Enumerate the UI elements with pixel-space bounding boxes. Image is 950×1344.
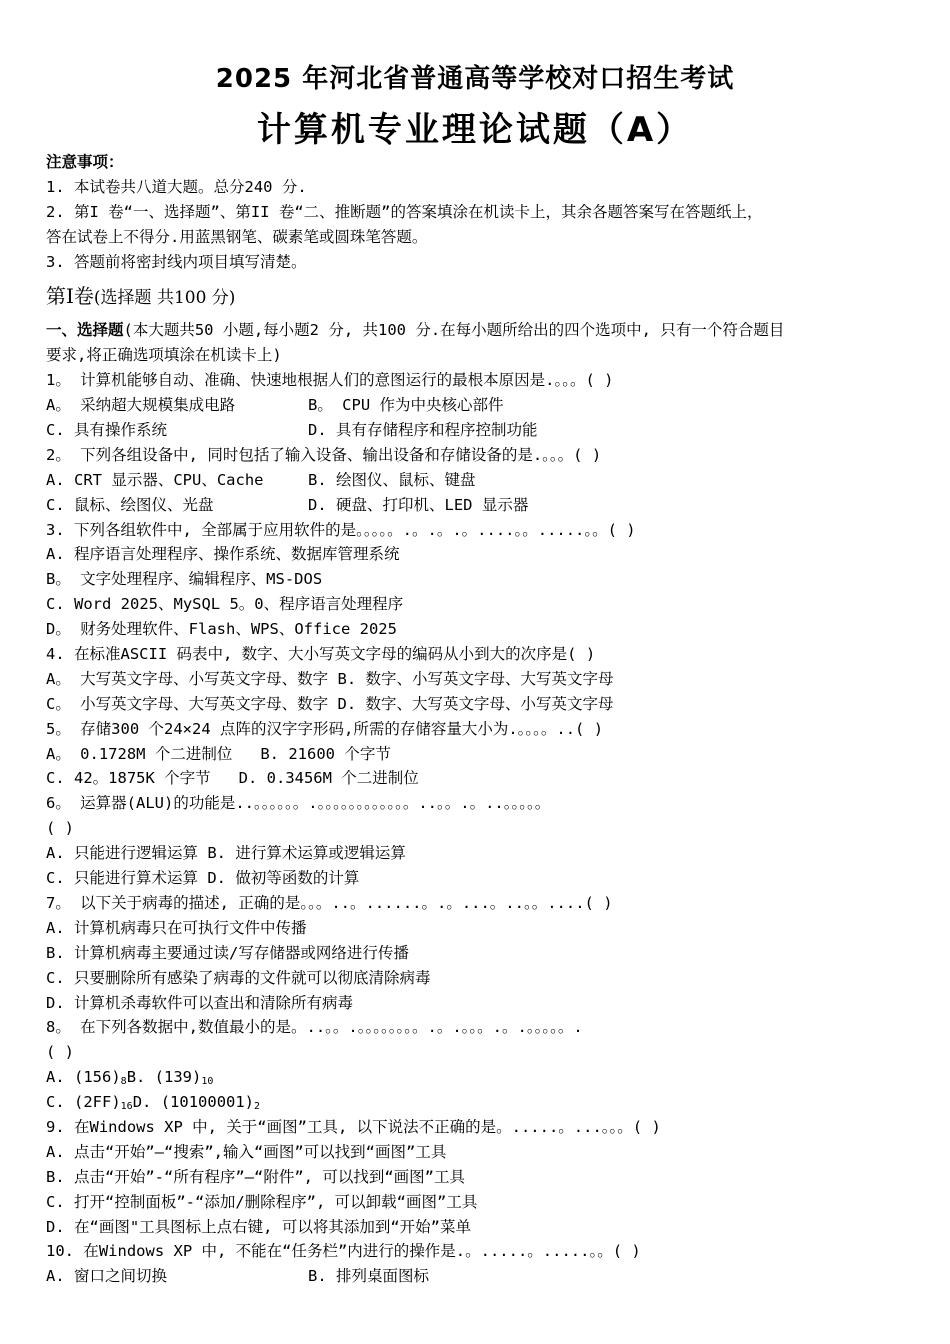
notice-item-2: 2. 第I 卷“一、选择题”、第II 卷“二、推断题”的答案填涂在机读卡上，其余各题答案写在答题纸上， bbox=[46, 202, 763, 221]
option-c: C. 具有操作系统 bbox=[46, 421, 167, 440]
option-row bbox=[46, 1065, 916, 1090]
option-d: D. 硬盘、打印机、LED 显示器 bbox=[308, 495, 529, 514]
option-d: D。 财务处理软件、Flash、WPS、Office 2025 bbox=[46, 620, 397, 639]
option-a: A. CRT 显示器、CPU、Cache bbox=[46, 470, 264, 489]
section-subtitle: (选择题 共100 分) bbox=[93, 288, 236, 309]
option-c: C. (2FF) bbox=[46, 1093, 121, 1112]
question-stem: 7。 以下关于病毒的描述, 正确的是。。。..。......。.。...。..。。....( ) bbox=[46, 893, 613, 912]
option-b: B. 点击“开始”-“所有程序”—“附件”, 可以找到“画图”工具 bbox=[46, 1167, 465, 1186]
option-b: B. (139) bbox=[126, 1068, 202, 1087]
option-d: D. (10100001) bbox=[132, 1093, 255, 1112]
section-title: 第Ⅰ卷 bbox=[46, 284, 94, 309]
option-c: C. 42。1875K 个字节 bbox=[46, 769, 211, 788]
exam-body bbox=[46, 150, 916, 1289]
option-b: B。 文字处理程序、编辑程序、MS-DOS bbox=[46, 570, 323, 589]
option-row bbox=[46, 742, 916, 767]
option-d: D. 数字、大写英文字母、小写英文字母 bbox=[337, 694, 614, 713]
option-a: A. 窗口之间切换 bbox=[46, 1267, 167, 1286]
question-stem: 8。 在下列各数据中,数值最小的是。..。。.。。。。。。。。.。.。。。.。.。。。。。. bbox=[46, 1018, 583, 1037]
option-a: A。 大写英文字母、小写英文字母、数字 bbox=[46, 669, 329, 688]
part-heading-cont: 要求,将正确选项填涂在机读卡上) bbox=[46, 346, 282, 365]
option-b: B. 绘图仪、鼠标、键盘 bbox=[308, 470, 476, 489]
question-stem: 5。 存储300 个24×24 点阵的汉字字形码,所需的存储容量大小为.。。。。..( ) bbox=[46, 719, 604, 738]
option-b: B. 数字、小写英文字母、大写英文字母 bbox=[337, 669, 614, 688]
question-stem-cont: ( ) bbox=[46, 819, 74, 838]
option-d-base: 2 bbox=[254, 1101, 261, 1113]
option-a: A. 只能进行逻辑运算 bbox=[46, 844, 198, 863]
option-c: C. 只能进行算术运算 bbox=[46, 869, 198, 888]
option-a: A. (156) bbox=[46, 1068, 121, 1087]
question-stem: 1。 计算机能够自动、准确、快速地根据人们的意图运行的最根本原因是.。。。( ) bbox=[46, 371, 614, 390]
question-stem: 9. 在Windows XP 中, 关于“画图”工具, 以下说法不正确的是。.....。...。。。( ) bbox=[46, 1117, 661, 1136]
option-row bbox=[46, 692, 916, 717]
option-d: D. 0.3456M 个二进制位 bbox=[238, 769, 419, 788]
option-c: C。 小写英文字母、大写英文字母、数字 bbox=[46, 694, 329, 713]
option-b: B。 CPU 作为中央核心部件 bbox=[308, 396, 504, 415]
part-heading-bold: 一、选择题 bbox=[46, 321, 124, 340]
part-heading bbox=[46, 318, 916, 343]
option-c: C. Word 2025、MySQL 5。0、程序语言处理程序 bbox=[46, 595, 404, 614]
option-a: A。 采纳超大规模集成电路 bbox=[46, 396, 236, 415]
question-stem: 4. 在标准ASCII 码表中, 数字、大小写英文字母的编码从小到大的次序是( ) bbox=[46, 645, 596, 664]
option-d: D. 具有存储程序和程序控制功能 bbox=[308, 421, 538, 440]
option-row bbox=[46, 393, 916, 418]
question-stem: 6。 运算器(ALU)的功能是..。。。。。。.。。。。。。。。。。。。..。。.。..。。。。。 bbox=[46, 794, 551, 813]
option-b-base: 10 bbox=[201, 1076, 214, 1088]
question-stem-cont: ( ) bbox=[46, 1043, 74, 1062]
option-a: A. 计算机病毒只在可执行文件中传播 bbox=[46, 918, 307, 937]
option-row bbox=[46, 418, 916, 443]
notice-heading: 注意事项： bbox=[46, 153, 124, 171]
part-heading-text: (本大题共50 小题,每小题2 分, 共100 分.在每小题所给出的四个选项中, 只有一个符合题目 bbox=[123, 321, 785, 340]
option-b: B. 进行算术运算或逻辑运算 bbox=[207, 844, 406, 863]
option-row bbox=[46, 667, 916, 692]
option-b: B. 排列桌面图标 bbox=[308, 1267, 429, 1286]
option-d: D. 在“画图"工具图标上点右键, 可以将其添加到“开始”菜单 bbox=[46, 1217, 471, 1236]
option-d: D. 计算机杀毒软件可以查出和清除所有病毒 bbox=[46, 993, 353, 1012]
section-heading bbox=[46, 276, 916, 316]
option-a-base: 8 bbox=[120, 1076, 127, 1088]
option-row bbox=[46, 866, 916, 891]
option-c-base: 16 bbox=[120, 1101, 133, 1113]
notice-item-2-cont: 答在试卷上不得分.用蓝黑钢笔、碳素笔或圆珠笔答题。 bbox=[46, 227, 428, 246]
option-a: A。 0.1728M 个二进制位 bbox=[46, 744, 233, 763]
option-row bbox=[46, 766, 916, 791]
question-stem: 3. 下列各组软件中, 全部属于应用软件的是。。。。。.。.。.。....。。.....。。( ) bbox=[46, 520, 636, 539]
option-row bbox=[46, 841, 916, 866]
notice-item-3: 3. 答题前将密封线内项目填写清楚。 bbox=[46, 252, 307, 271]
option-row bbox=[46, 1264, 916, 1289]
option-a: A. 程序语言处理程序、操作系统、数据库管理系统 bbox=[46, 545, 400, 564]
option-c: C. 鼠标、绘图仪、光盘 bbox=[46, 495, 214, 514]
option-row bbox=[46, 493, 916, 518]
option-b: B. 21600 个字节 bbox=[260, 744, 391, 763]
option-c: C. 只要删除所有感染了病毒的文件就可以彻底清除病毒 bbox=[46, 968, 431, 987]
question-stem: 2。 下列各组设备中, 同时包括了输入设备、输出设备和存储设备的是.。。。( ) bbox=[46, 445, 602, 464]
option-a: A. 点击“开始”—“搜索”,输入“画图”可以找到“画图”工具 bbox=[46, 1142, 447, 1161]
notice-item-1: 1. 本试卷共八道大题。总分240 分. bbox=[46, 177, 307, 196]
option-c: C. 打开“控制面板”-“添加/删除程序”, 可以卸载“画图”工具 bbox=[46, 1192, 478, 1211]
option-row bbox=[46, 468, 916, 493]
exam-title-line1: 2025 年河北省普通高等学校对口招生考试 bbox=[215, 64, 735, 94]
option-d: D. 做初等函数的计算 bbox=[207, 869, 360, 888]
option-row bbox=[46, 1090, 916, 1115]
option-b: B. 计算机病毒主要通过读/写存储器或网络进行传播 bbox=[46, 943, 409, 962]
question-stem: 10. 在Windows XP 中, 不能在“任务栏”内进行的操作是.。.....。.....。。( ) bbox=[46, 1242, 641, 1261]
exam-title-line2: 计算机专业理论试题（A） bbox=[256, 110, 694, 150]
